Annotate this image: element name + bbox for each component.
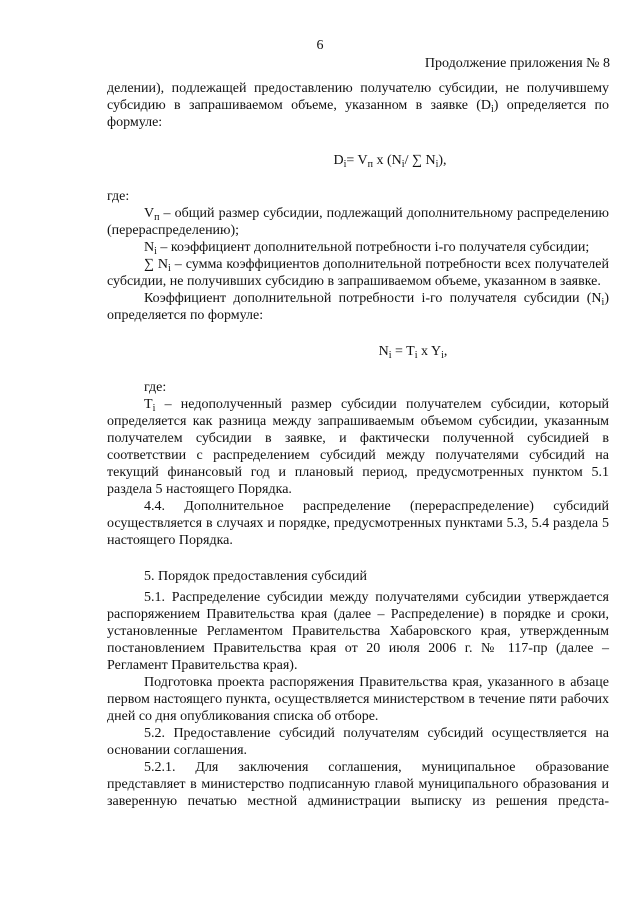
definition-sum: ∑ $N_i$ – сумма коэффициентов дополнительной потребности всех получателей субсидии, не получивших субсидию в запрашиваемом объеме, указанном в заявке.	[107, 257, 609, 289]
where-label-1: где:	[107, 189, 130, 204]
appendix-note: Продолжение приложения № 8	[424, 56, 610, 71]
formula-n: $N_i = T_i$ x $Y_i$,	[378, 344, 448, 361]
coefficient-paragraph: Коэффициент дополнительной потребности i-го получателя субсидии $(N_i)$ определяется по формуле:	[107, 291, 609, 323]
paragraph-5-1: 5.1. Распределение субсидии между получателями субсидии утверждается распоряжением Правительства края (далее – Распределение) в порядке и сроки, установленные Регламентом Правительства Хабаровского края, утвержденным постановлением Правительства края от 20 июля 2006 г. № 117-пр (далее – Регламент Правительства края).	[107, 590, 609, 673]
definition-v: $V_п$ – общий размер субсидии, подлежащий дополнительному распределению (перераспределению);	[107, 206, 609, 238]
paragraph-continuation: делении), подлежащей предоставлению получателю субсидии, не получившему субсидию в запрашиваемом объеме, указанном в заявке $(D_i)$ определяется по формуле:	[107, 81, 609, 130]
page-number: 6	[316, 38, 324, 53]
section-5-heading: 5. Порядок предоставления субсидий	[144, 569, 368, 584]
definition-n: $N_i$ – коэффициент дополнительной потребности i-го получателя субсидии;	[144, 240, 590, 257]
paragraph-5-2: 5.2. Предоставление субсидий получателям субсидий осуществляется на основании соглашения.	[107, 726, 609, 758]
where-label-2: где:	[144, 380, 167, 395]
paragraph-5-2-1: 5.2.1. Для заключения соглашения, муниципальное образование представляет в министерство подписанную главой муниципального образования и заверенную печатью местной администрации выписку из решения предста-	[107, 760, 609, 809]
paragraph-5-1-second: Подготовка проекта распоряжения Правительства края, указанного в абзаце первом настоящего пункта, осуществляется министерством в течение пяти рабочих дней со дня опубликования списка об отборе.	[107, 675, 609, 724]
paragraph-4-4: 4.4. Дополнительное распределение (перераспределение) субсидий осуществляется в случаях и порядке, предусмотренных пунктами 5.3, 5.4 раздела 5 настоящего Порядка.	[107, 499, 609, 548]
document-body	[107, 80, 609, 810]
definition-t: $T_i$ – недополученный размер субсидии получателем субсидии, который определяется как разница между запрашиваемым объемом субсидии, указанным получателем субсидии в заявке, и фактически полученной субсидией в соответствии с распределением субсидий между получателями субсидий на текущий финансовый год и плановый период, предусмотренных пунктом 5.1 раздела 5 настоящего Порядка.	[107, 397, 609, 497]
formula-d: $D_i= V_п$ x ($N_i/$ ∑ $N_i$),	[333, 153, 447, 170]
